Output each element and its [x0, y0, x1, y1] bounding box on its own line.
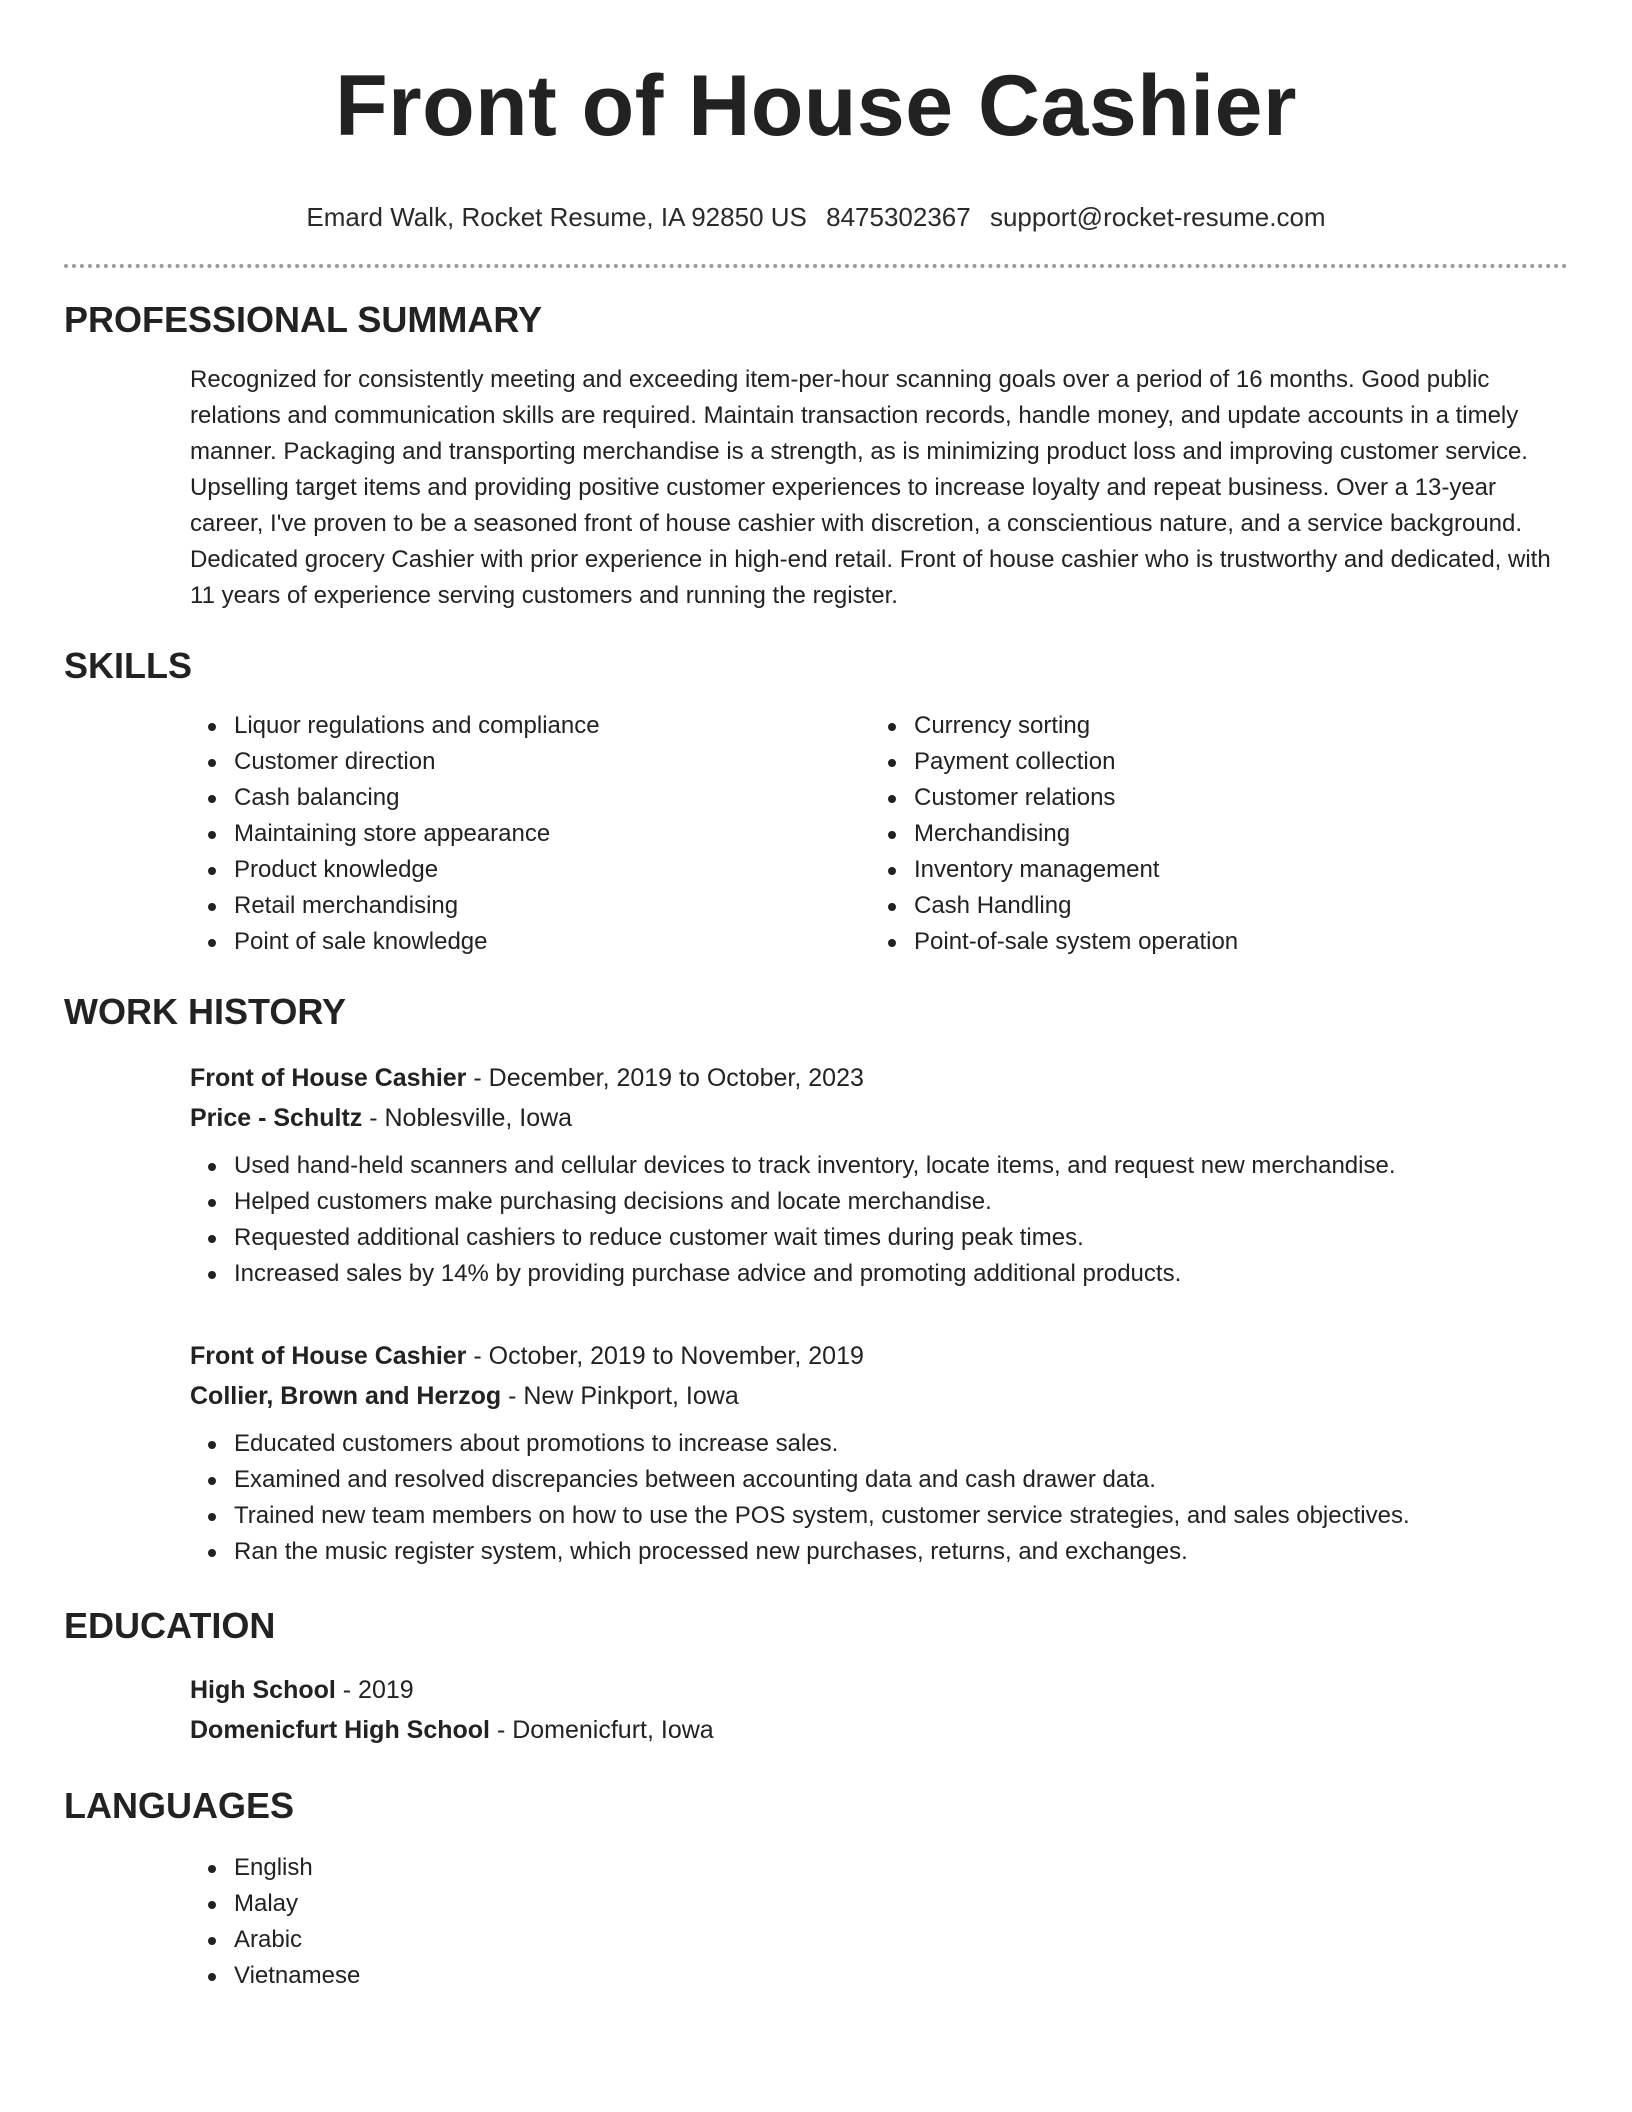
summary-title: PROFESSIONAL SUMMARY	[64, 299, 543, 340]
job-duty: Trained new team members on how to use the POS system, customer service strategies, and sales objectives.	[234, 1498, 1568, 1534]
education-title: EDUCATION	[64, 1605, 276, 1646]
skill-item: Merchandising	[914, 816, 1550, 852]
work-history-title: WORK HISTORY	[64, 991, 347, 1032]
language-item: Vietnamese	[234, 1958, 1568, 1994]
work-history-section	[64, 990, 1568, 1570]
skills-title: SKILLS	[64, 645, 193, 686]
header-divider	[64, 264, 1568, 268]
skill-item: Payment collection	[914, 744, 1550, 780]
skill-item: Cash Handling	[914, 888, 1550, 924]
languages-title: LANGUAGES	[64, 1785, 295, 1826]
contact-phone: 8475302367	[826, 202, 971, 232]
job-duty: Ran the music register system, which processed new purchases, returns, and exchanges.	[234, 1534, 1568, 1570]
job-duty: Requested additional cashiers to reduce customer wait times during peak times.	[234, 1220, 1568, 1256]
contact-address: Emard Walk, Rocket Resume, IA 92850 US	[306, 202, 807, 232]
skills-grid	[190, 708, 1568, 960]
skill-item: Inventory management	[914, 852, 1550, 888]
job-duty: Helped customers make purchasing decisions and locate merchandise.	[234, 1184, 1568, 1220]
skills-list-left	[190, 708, 870, 960]
job-company: Collier, Brown and Herzog	[190, 1382, 502, 1410]
contact-email: support@rocket-resume.com	[989, 202, 1326, 232]
education-school: Domenicfurt High School	[190, 1716, 490, 1744]
skill-item: Retail merchandising	[234, 888, 870, 924]
languages-section	[64, 1784, 1568, 1994]
education-year: - 2019	[335, 1676, 414, 1704]
languages-list	[190, 1850, 1568, 1994]
job-location: - New Pinkport, Iowa	[501, 1382, 739, 1410]
education-degree-line	[190, 1670, 1568, 1710]
languages-body	[190, 1850, 1568, 1994]
skill-item: Product knowledge	[234, 852, 870, 888]
resume-name: Front of House Cashier	[335, 58, 1297, 154]
skill-item: Maintaining store appearance	[234, 816, 870, 852]
education-location: - Domenicfurt, Iowa	[490, 1716, 714, 1744]
job-company: Price - Schultz	[190, 1104, 363, 1132]
job-duty: Examined and resolved discrepancies between accounting data and cash drawer data.	[234, 1462, 1568, 1498]
job-location: - Noblesville, Iowa	[362, 1104, 573, 1132]
job-entry	[190, 1058, 1568, 1292]
skills-section	[64, 644, 1568, 960]
job-title-line	[190, 1058, 1568, 1098]
job-title-line	[190, 1336, 1568, 1376]
job-entry	[190, 1336, 1568, 1570]
education-school-line	[190, 1710, 1568, 1750]
language-item: English	[234, 1850, 1568, 1886]
skill-item: Currency sorting	[914, 708, 1550, 744]
job-dates: - December, 2019 to October, 2023	[466, 1064, 864, 1092]
job-duty: Used hand-held scanners and cellular devices to track inventory, locate items, and request new merchandise.	[234, 1148, 1568, 1184]
skills-column-left	[190, 708, 870, 960]
summary-section	[64, 298, 1568, 614]
contact-line	[64, 200, 1568, 234]
language-item: Malay	[234, 1886, 1568, 1922]
summary-text: Recognized for consistently meeting and exceeding item-per-hour scanning goals over a period of 16 months. Good public relations and communication skills are required. Maintain transaction records, handle money, and update accounts in a timely manner. Packaging and transporting merchandise is a strength, as is minimizing product loss and improving customer service. Upselling target items and providing positive customer experiences to increase loyalty and repeat business. Over a 13-year career, I've proven to be a seasoned front of house cashier with discretion, a conscientious nature, and a service background. Dedicated grocery Cashier with prior experience in high-end retail. Front of house cashier who is trustworthy and dedicated, with 11 years of experience serving customers and running the register.	[190, 366, 1551, 609]
skill-item: Liquor regulations and compliance	[234, 708, 870, 744]
job-company-line	[190, 1098, 1568, 1138]
skill-item: Customer direction	[234, 744, 870, 780]
skills-list-right	[870, 708, 1550, 960]
education-degree: High School	[190, 1676, 336, 1704]
job-duty: Educated customers about promotions to increase sales.	[234, 1426, 1568, 1462]
skill-item: Cash balancing	[234, 780, 870, 816]
job-duties-list	[190, 1148, 1568, 1292]
job-duties-list	[190, 1426, 1568, 1570]
skill-item: Point-of-sale system operation	[914, 924, 1550, 960]
job-dates: - October, 2019 to November, 2019	[466, 1342, 864, 1370]
job-duty: Increased sales by 14% by providing purchase advice and promoting additional products.	[234, 1256, 1568, 1292]
skill-item: Customer relations	[914, 780, 1550, 816]
education-section	[64, 1604, 1568, 1750]
job-role: Front of House Cashier	[190, 1064, 467, 1092]
skill-item: Point of sale knowledge	[234, 924, 870, 960]
language-item: Arabic	[234, 1922, 1568, 1958]
job-role: Front of House Cashier	[190, 1342, 467, 1370]
job-company-line	[190, 1376, 1568, 1416]
education-entry	[190, 1670, 1568, 1750]
skills-column-right	[870, 708, 1550, 960]
